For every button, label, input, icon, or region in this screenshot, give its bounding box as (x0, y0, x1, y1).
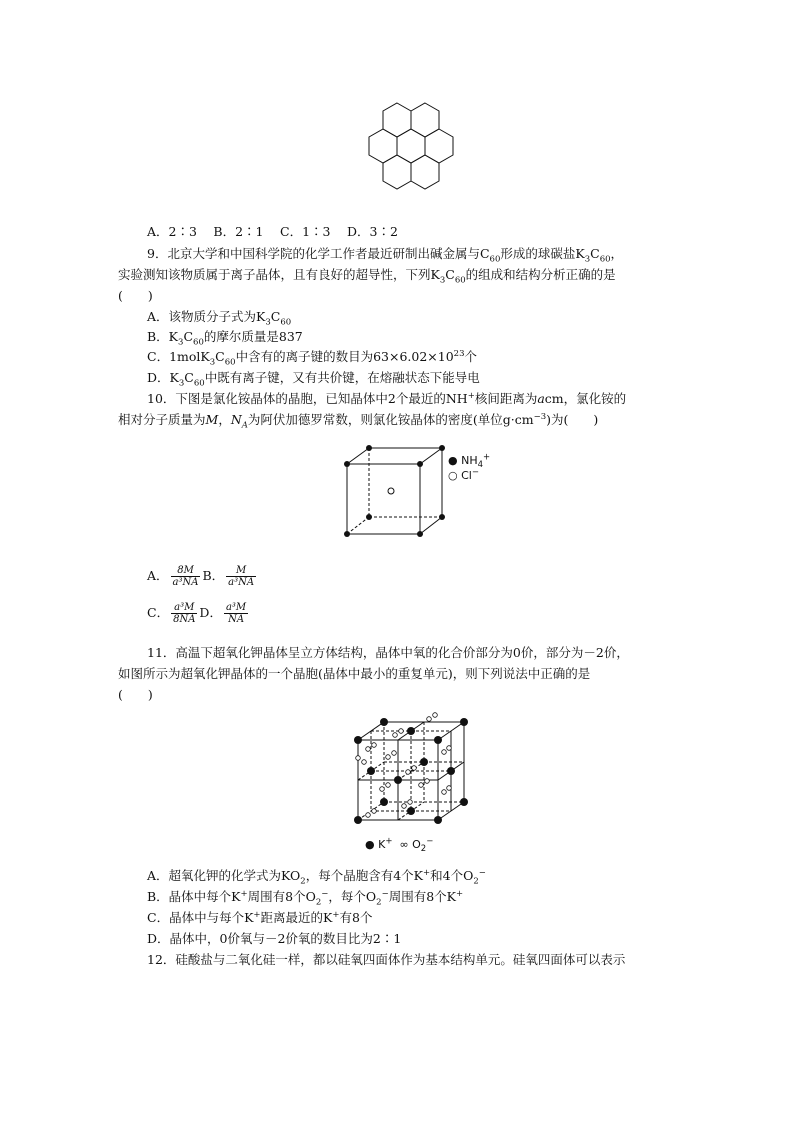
q9-sub: 3 (439, 275, 446, 286)
q9-text: C (270, 309, 281, 324)
o2-ion (433, 713, 438, 718)
legend-text: O (412, 838, 421, 851)
q10-text: 为阿伏加德罗常数，则氯化铵晶体的密度(单位g·cm (247, 412, 534, 427)
q8-option-d: D．3∶2 (346, 224, 398, 239)
q11-sub: 2 (473, 876, 479, 887)
open-circle-icon: ○ (448, 469, 458, 482)
q9-sup: 23 (453, 348, 465, 359)
nh4-ion (439, 514, 445, 520)
q9-text: 中含有的离子键的数目为63×6.02×10 (235, 349, 454, 364)
legend-sub: 4 (477, 460, 484, 471)
q9-sub: 3 (209, 357, 216, 368)
fraction-numerator: 8M (171, 565, 201, 577)
q10-option-d-label: D． (199, 605, 222, 620)
fraction-denominator: a³NA (172, 577, 199, 588)
o2-ion (372, 743, 377, 748)
q10-stem-line2 (118, 411, 599, 431)
nh4-ion (366, 514, 372, 520)
ko2-legend (365, 836, 434, 855)
hexagon-cell (411, 155, 439, 189)
q11-text: B．晶体中每个K (147, 889, 241, 904)
q10-text: 核间距离为 (474, 391, 538, 406)
k-ion (460, 718, 468, 726)
q9-text: 9．北京大学和中国科学院的化学工作者最近研制出碱金属与C (147, 246, 490, 261)
q10-sup: + (467, 390, 475, 401)
legend-cl (448, 468, 490, 483)
q11-text: ，每个晶胞含有4个K (305, 868, 423, 883)
q10-option-d-fraction (224, 602, 248, 625)
q11-option-c (147, 910, 372, 926)
q11-sup: + (240, 888, 248, 899)
o2-ion (372, 809, 377, 814)
q9-text: C．1molK (147, 349, 210, 364)
q11-sup: + (253, 909, 261, 920)
q9-text: 实验测知该物质属于离子晶体，且有良好的超导性，下列K (118, 267, 440, 282)
q10-option-a-label: A． (147, 568, 169, 583)
q9-stem-line1 (147, 246, 624, 265)
k-ion (354, 816, 362, 824)
k-ion (407, 807, 415, 815)
q10-var-m: M (205, 412, 219, 427)
q9-sub: 60 (224, 357, 236, 368)
q8-options (147, 224, 398, 240)
q8-option-c: C．1∶3 (280, 224, 331, 239)
k-ion (460, 798, 468, 806)
q10-option-b-label: B． (202, 568, 225, 583)
q11-sub: 2 (376, 897, 382, 908)
q11-sup: + (456, 888, 464, 899)
q11-text: A．超氧化钾的化学式为KO (147, 868, 301, 883)
q9-text: A．该物质分子式为K (147, 309, 266, 324)
o2-ion (356, 756, 361, 761)
fraction-denominator: NA (228, 614, 245, 625)
q9-option-d (147, 370, 480, 389)
k-ion (434, 736, 442, 744)
q10-stem-line1 (147, 391, 626, 407)
legend-text: NH (461, 454, 478, 467)
q10-text: 10．下图是氯化铵晶体的晶胞，已知晶体中2个最近的NH (147, 391, 468, 406)
q11-text: C．晶体中与每个K (147, 910, 254, 925)
k-ion (420, 758, 428, 766)
q9-text: 的组成和结构分析正确的是 (465, 267, 616, 282)
q10-option-a-fraction (171, 565, 201, 588)
legend-sup: − (426, 836, 434, 847)
q11-sub: 2 (315, 897, 322, 908)
q11-option-d: D．晶体中，0价氧与－2价氧的数目比为2∶1 (147, 931, 402, 946)
fraction-denominator: 8NA (173, 614, 196, 625)
q11-text: 周围有8个K (388, 889, 456, 904)
q10-var-a: a (537, 391, 545, 406)
q8-option-b: B．2∶1 (213, 224, 264, 239)
q11-sup: + (332, 909, 340, 920)
q10-option-b-fraction (226, 565, 256, 588)
o2-ion (425, 779, 430, 784)
q10-options-ab (147, 565, 258, 588)
q11-option-a (147, 867, 486, 887)
legend-nh4 (448, 452, 491, 471)
o2-ion (366, 813, 371, 818)
k-ion (394, 776, 402, 784)
ko2-unit-cell-figure (348, 712, 478, 840)
q9-text: C (183, 329, 194, 344)
q9-sub: 3 (178, 378, 185, 389)
q11-text: 和4个O (430, 868, 474, 883)
q10-options-cd (147, 602, 250, 625)
legend-sup: + (483, 452, 491, 463)
o2-ion (386, 755, 391, 760)
q11-sub: 2 (300, 876, 306, 887)
filled-circle-icon: ● (448, 454, 458, 467)
q9-sub: 60 (454, 275, 466, 286)
nh4cl-legend (448, 453, 490, 483)
nh4-ion (344, 531, 350, 537)
q10-text: )为( ) (546, 412, 599, 427)
o2-ion (447, 786, 452, 791)
q10-text: cm，氯化铵的 (544, 391, 627, 406)
q11-sup: − (478, 867, 486, 878)
q11-text: 有8个 (339, 910, 373, 925)
q10-option-c-label: C． (147, 605, 170, 620)
o2-ion (412, 766, 417, 771)
q10-sub: A (241, 420, 248, 431)
q10-var-na: N (230, 412, 242, 427)
o2-ion (399, 729, 404, 734)
o2-ion (447, 746, 452, 751)
nh4-ion (439, 445, 445, 451)
filled-circle-icon: ● (365, 838, 375, 851)
nh4-ion (417, 531, 423, 537)
fraction-numerator: a³M (171, 602, 197, 614)
o2-ion (408, 800, 413, 805)
legend-text: Cl (461, 469, 472, 482)
nh4-ion (344, 461, 350, 467)
fraction-numerator: a³M (225, 602, 247, 613)
q11-stem-line2: 如图所示为超氧化钾晶体的一个晶胞(晶体中最小的重复单元)，则下列说法中正确的是 (118, 666, 591, 681)
q9-sub: 60 (193, 337, 204, 348)
legend-sup: − (471, 467, 479, 478)
q11-option-b (147, 888, 464, 908)
q9-text: 中既有离子键，又有共价键，在熔融状态下能导电 (204, 370, 480, 385)
fraction-numerator: M (226, 565, 256, 577)
nh4-ion (366, 445, 372, 451)
k-ion (380, 798, 388, 806)
q9-text: C (445, 267, 455, 282)
legend-sup: + (385, 836, 393, 847)
q11-stem-line1: 11．高温下超氧化钾晶体呈立方体结构，晶体中氧的化合价部分为0价，部分为－2价， (147, 645, 629, 660)
o2-ion (406, 770, 411, 775)
nh4-ion (417, 461, 423, 467)
q9-sub: 60 (280, 317, 292, 328)
q8-option-a: A．2∶3 (147, 224, 197, 239)
q11-sup: − (321, 888, 329, 899)
k-ion (367, 767, 375, 775)
q9-text: C (215, 349, 225, 364)
legend-text: K (378, 838, 386, 851)
q10-option-c-fraction (171, 602, 197, 625)
o2-ion (386, 783, 391, 788)
q9-option-b (147, 329, 303, 348)
q11-text: 距离最近的K (260, 910, 333, 925)
o2-ion (393, 733, 398, 738)
cl-ion (388, 488, 394, 494)
k-ion (434, 816, 442, 824)
o2-ion (392, 751, 397, 756)
legend-sub: 2 (420, 844, 427, 855)
o2-ion (442, 790, 447, 795)
q10-text: ， (218, 412, 231, 427)
o2-ion (427, 717, 432, 722)
o2-ion (402, 804, 407, 809)
k-ion (380, 718, 388, 726)
q9-text: 形成的球碳盐K (500, 246, 585, 261)
hexagon-cell (383, 155, 411, 189)
o2-ion (380, 787, 385, 792)
q11-text: ，每个O (328, 889, 377, 904)
q10-text: 相对分子质量为 (118, 412, 206, 427)
hexagon-figure (350, 96, 470, 221)
q9-sub: 3 (584, 254, 591, 265)
q9-text: C (590, 246, 600, 261)
q9-answer-paren: ( ) (118, 288, 153, 303)
q9-option-a (147, 309, 292, 328)
open-circle-pair-icon: ∞ (399, 838, 409, 851)
q11-sup: + (423, 867, 431, 878)
q11-text: 周围有8个O (247, 889, 316, 904)
fraction-denominator: a³NA (228, 577, 255, 588)
q9-text: B．K (147, 329, 179, 344)
k-ion (354, 736, 362, 744)
q9-stem-line2 (118, 267, 616, 286)
q9-sub: 60 (489, 254, 501, 265)
q9-sub: 60 (193, 378, 205, 389)
k-ion (407, 727, 415, 735)
q9-sub: 3 (178, 337, 184, 348)
q9-text: 个 (464, 349, 477, 364)
k-ion (447, 767, 455, 775)
q11-answer-paren: ( ) (118, 687, 153, 702)
q9-sub: 60 (599, 254, 611, 265)
q11-sup: − (381, 888, 389, 899)
o2-ion (419, 783, 424, 788)
o2-ion (362, 760, 367, 765)
q10-sup: −3 (533, 411, 547, 422)
o2-ion (366, 747, 371, 752)
q9-text: D．K (147, 370, 179, 385)
q9-option-c (147, 348, 477, 368)
q12-stem-line1: 12．硅酸盐与二氧化硅一样，都以硅氧四面体作为基本结构单元。硅氧四面体可以表示 (147, 952, 626, 967)
q9-sub: 3 (265, 317, 271, 328)
o2-ion (442, 750, 447, 755)
q9-text: C (184, 370, 194, 385)
q9-text: 的摩尔质量是837 (203, 329, 303, 344)
q9-text: ， (610, 246, 624, 261)
